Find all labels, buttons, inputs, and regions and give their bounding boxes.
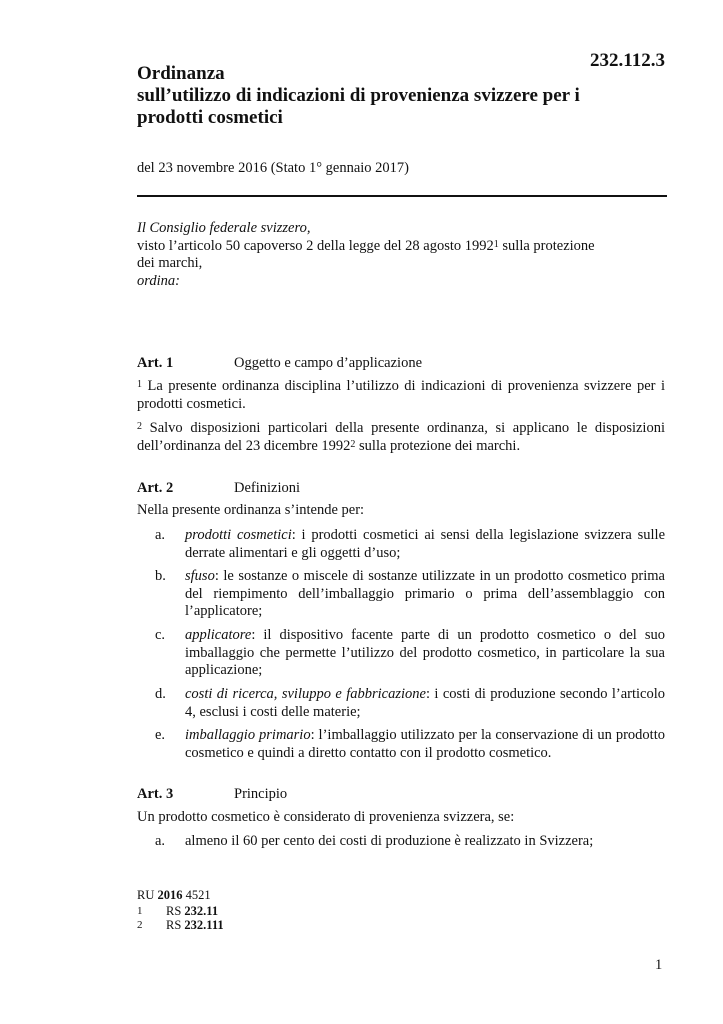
art2-title: Definizioni: [234, 480, 301, 496]
art2-heading: [137, 480, 300, 497]
art1-paragraph-2: $^2$ Salvo disposizioni particolari della presente ordinanza, si applicano le disposizioni dell’ordinanza del 23 dicembre 1992$^2$ sulla protezione dei marchi.: [137, 420, 665, 454]
document-title: [137, 63, 677, 129]
preamble-visto-line2: dei marchi,: [137, 255, 203, 271]
item-label: d.: [155, 686, 166, 702]
definition-term: imballaggio primario: [185, 727, 311, 743]
preamble-ordina: ordina:: [137, 272, 180, 289]
art2-number: Art. 2: [137, 480, 174, 496]
ru-reference: RU 2016 4521: [137, 888, 211, 902]
preamble-authority: Il Consiglio federale svizzero,: [137, 220, 311, 236]
definition-term: costi di ricerca, sviluppo e fabbricazione: [185, 686, 426, 702]
art1-heading: [137, 355, 422, 372]
title-line-2: sull’utilizzo di indicazioni di provenienza svizzere per i: [137, 85, 580, 106]
title-line-1: Ordinanza: [137, 63, 225, 84]
definition-item-c: c. applicatore: il dispositivo facente parte di un prodotto cosmetico o del suo imballaggio che permette l’utilizzo del prodotto cosmetico, in particolare la sua applicazione;: [155, 627, 665, 678]
footnote-1: 1 RS 232.11: [137, 904, 219, 918]
art1-paragraph-1: $^1$ La presente ordinanza disciplina l’utilizzo di indicazioni di provenienza svizzere per i prodotti cosmetici.: [137, 378, 665, 412]
footnote-ref-2[interactable]: 2: [350, 438, 356, 450]
definition-term: applicatore: [185, 627, 252, 643]
footnote-2: 2 RS 232.111: [137, 918, 224, 932]
art2-intro: Nella presente ordinanza s’intende per:: [137, 502, 365, 518]
principle-item-a: a. almeno il 60 per cento dei costi di produzione è realizzato in Svizzera;: [155, 833, 594, 849]
preamble: [137, 220, 665, 290]
item-label: e.: [155, 727, 166, 743]
art1-number: Art. 1: [137, 355, 174, 371]
footnote-number: 2: [137, 919, 143, 931]
art3-intro: Un prodotto cosmetico è considerato di provenienza svizzera, se:: [137, 809, 515, 825]
definition-item-b: b. sfuso: le sostanze o miscele di sostanze utilizzate in un prodotto cosmetico prima del riempimento dell’imballaggio primario o prima dell’assemblaggio con l’applicatore;: [155, 568, 665, 619]
item-label: a.: [155, 527, 166, 543]
definition-item-a: a. prodotti cosmetici: i prodotti cosmetici ai sensi della legislazione svizzera sulle derrate alimentari e gli oggetti d’uso;: [155, 527, 666, 561]
item-label: c.: [155, 627, 166, 643]
definition-term: sfuso: [185, 568, 215, 584]
document-date: del 23 novembre 2016 (Stato 1° gennaio 2017): [137, 160, 409, 176]
header-rule: [137, 195, 667, 197]
footnote-number: 1: [137, 905, 143, 917]
art3-heading: [137, 786, 287, 803]
definition-term: prodotti cosmetici: [185, 527, 292, 543]
preamble-visto: visto l’articolo 50 capoverso 2 della legge del 28 agosto 1992$^1$ sulla protezione: [137, 237, 595, 254]
item-label: b.: [155, 568, 166, 584]
art3-title: Principio: [234, 786, 288, 802]
footnote-ref-1[interactable]: 1: [493, 238, 499, 250]
title-line-3: prodotti cosmetici: [137, 107, 283, 128]
sr-number: 232.112.3: [590, 50, 665, 71]
item-label: a.: [155, 833, 166, 849]
art3-number: Art. 3: [137, 786, 174, 802]
definition-item-d: d. costi di ricerca, sviluppo e fabbricazione: i costi di produzione secondo l’articolo 4, esclusi i costi delle materie;: [155, 686, 666, 720]
art1-title: Oggetto e campo d’applicazione: [234, 355, 423, 371]
page-number: 1: [655, 957, 663, 973]
definition-item-e: e. imballaggio primario: l’imballaggio utilizzato per la conservazione di un prodotto cosmetico e quindi a diretto contatto con il prodotto cosmetico.: [155, 727, 665, 761]
